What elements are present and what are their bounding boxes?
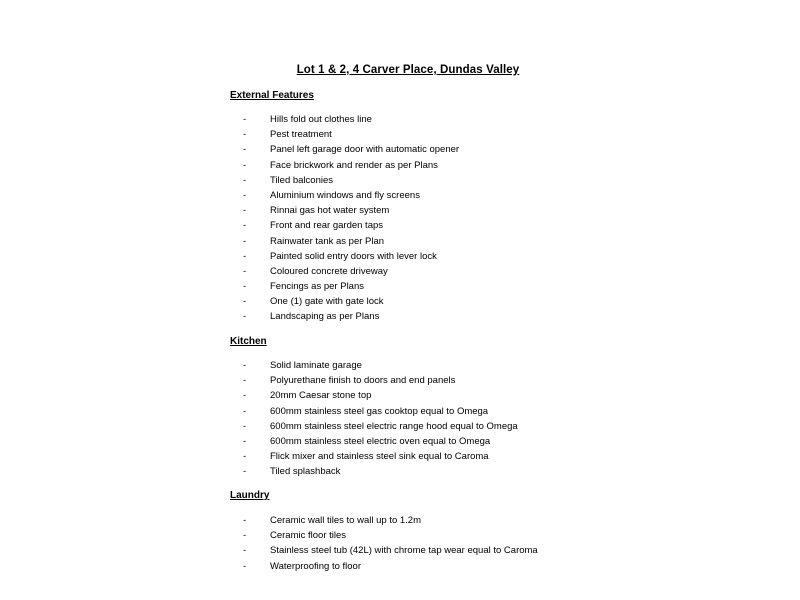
- list-item: [230, 449, 518, 464]
- list-item: [230, 373, 518, 388]
- bullet-dash: -: [243, 144, 247, 156]
- list-item: [230, 112, 459, 127]
- bullet-dash: -: [243, 405, 247, 417]
- page-title: Lot 1 & 2, 4 Carver Place, Dundas Valley: [296, 64, 520, 76]
- list-item-text: Front and rear garden taps: [270, 220, 384, 232]
- bullet-dash: -: [243, 220, 247, 232]
- list-item: [230, 404, 518, 419]
- list-item: [230, 203, 459, 218]
- list-item: [230, 264, 459, 279]
- list-item-text: Aluminium windows and fly screens: [270, 189, 420, 201]
- list-item-text: Coloured concrete driveway: [270, 265, 388, 277]
- list-item-text: Tiled splashback: [270, 466, 341, 478]
- list-item-text: 600mm stainless steel electric oven equal to Omega: [270, 435, 491, 447]
- list-item: [230, 513, 538, 528]
- bullet-dash: -: [243, 515, 247, 526]
- list-item-text: Stainless steel tub (42L) with chrome tap wear equal to Caroma: [270, 545, 538, 557]
- bullet-dash: -: [243, 114, 247, 125]
- bullet-dash: -: [243, 189, 247, 201]
- section-heading-external-features: External Features: [230, 90, 314, 101]
- list-item-text: Landscaping as per Plans: [270, 311, 380, 323]
- list-item: [230, 188, 459, 203]
- list-item: [230, 249, 459, 264]
- list-item: [230, 358, 518, 373]
- kitchen-list: [230, 358, 518, 480]
- list-item: [230, 434, 518, 449]
- list-item-text: Rinnai gas hot water system: [270, 205, 390, 217]
- list-item: [230, 309, 459, 324]
- bullet-dash: -: [243, 311, 247, 323]
- list-item-text: Waterproofing to floor: [270, 560, 361, 572]
- list-item: [230, 173, 459, 188]
- list-item: [230, 234, 459, 249]
- bullet-dash: -: [243, 360, 247, 371]
- list-item: [230, 388, 518, 403]
- bullet-dash: -: [243, 159, 247, 171]
- bullet-dash: -: [243, 466, 247, 478]
- list-item: [230, 419, 518, 434]
- bullet-dash: -: [243, 174, 247, 186]
- list-item-text: 20mm Caesar stone top: [270, 390, 372, 402]
- list-item: [230, 158, 459, 173]
- list-item: [230, 528, 538, 543]
- bullet-dash: -: [243, 435, 247, 447]
- list-item: [230, 127, 459, 142]
- list-item: [230, 543, 538, 558]
- section-heading-laundry: Laundry: [230, 490, 270, 501]
- bullet-dash: -: [243, 129, 247, 141]
- bullet-dash: -: [243, 281, 247, 293]
- list-item-text: Ceramic floor tiles: [270, 530, 347, 542]
- bullet-dash: -: [243, 235, 247, 247]
- section-heading-kitchen: Kitchen: [230, 336, 267, 347]
- bullet-dash: -: [243, 530, 247, 542]
- bullet-dash: -: [243, 265, 247, 277]
- list-item-text: Tiled balconies: [270, 174, 334, 186]
- list-item-text: Hills fold out clothes line: [270, 114, 372, 125]
- bullet-dash: -: [243, 390, 247, 402]
- bullet-dash: -: [243, 250, 247, 262]
- bullet-dash: -: [243, 296, 247, 308]
- list-item: [230, 294, 459, 309]
- list-item-text: Rainwater tank as per Plan: [270, 235, 385, 247]
- list-item: [230, 464, 518, 479]
- bullet-dash: -: [243, 545, 247, 557]
- bullet-dash: -: [243, 451, 247, 463]
- laundry-list: [230, 513, 538, 574]
- list-item-text: 600mm stainless steel electric range hood equal to Omega: [270, 420, 518, 432]
- list-item-text: Fencings as per Plans: [270, 281, 364, 293]
- list-item: [230, 142, 459, 157]
- list-item-text: 600mm stainless steel gas cooktop equal to Omega: [270, 405, 489, 417]
- list-item-text: One (1) gate with gate lock: [270, 296, 384, 308]
- list-item-text: Ceramic wall tiles to wall up to 1.2m: [270, 515, 421, 526]
- external-features-list: [230, 112, 459, 325]
- bullet-dash: -: [243, 560, 247, 572]
- list-item-text: Face brickwork and render as per Plans: [270, 159, 438, 171]
- list-item: [230, 279, 459, 294]
- list-item-text: Flick mixer and stainless steel sink equal to Caroma: [270, 451, 489, 463]
- list-item: [230, 559, 538, 574]
- list-item-text: Painted solid entry doors with lever lock: [270, 250, 437, 262]
- list-item-text: Polyurethane finish to doors and end panels: [270, 375, 456, 387]
- bullet-dash: -: [243, 420, 247, 432]
- list-item-text: Solid laminate garage: [270, 360, 362, 371]
- list-item: [230, 218, 459, 233]
- list-item-text: Panel left garage door with automatic opener: [270, 144, 460, 156]
- bullet-dash: -: [243, 375, 247, 387]
- bullet-dash: -: [243, 205, 247, 217]
- list-item-text: Pest treatment: [270, 129, 332, 141]
